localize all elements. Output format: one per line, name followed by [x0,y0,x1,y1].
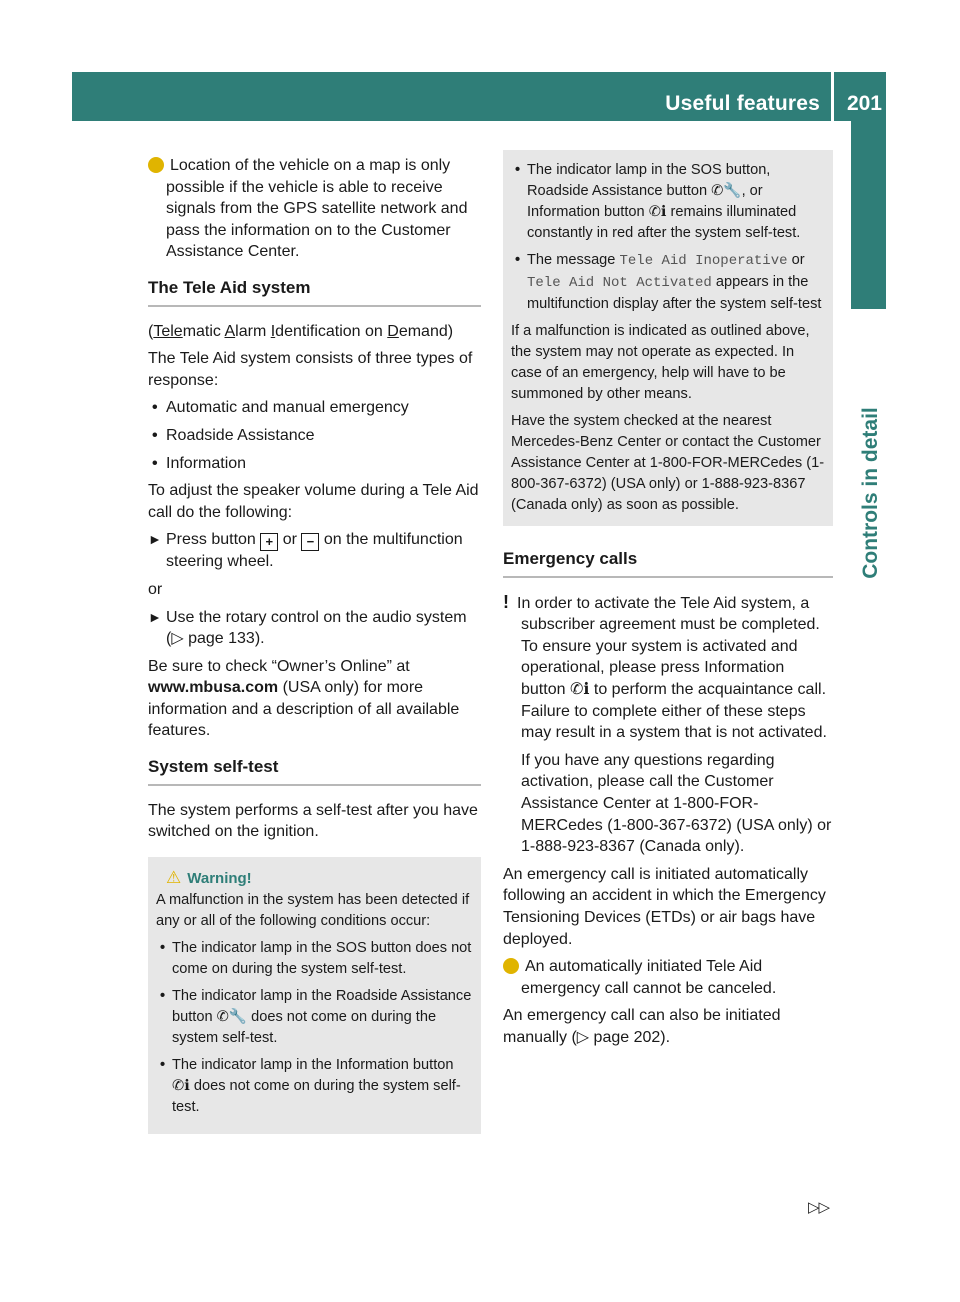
self-test-heading: System self-test [148,756,481,786]
information-button-icon: ✆ℹ [569,680,590,698]
warning-icon: ⚠ [166,867,182,887]
header-divider [831,72,834,121]
information-button-icon: ✆ℹ [648,204,667,220]
side-tab-marker [851,121,886,309]
list-item: • Information [148,453,481,475]
malfunction-text: If a malfunction is indicated as outlined above, the system may not operate as expected. In case of an emergency, help will have to be summoned by other means. [511,323,810,402]
page-number: 201 [846,92,882,115]
next-page-icon: ▷▷ [808,1199,830,1216]
step-arrow-icon: ► [148,608,162,625]
malfunction-box [503,150,833,526]
section-title: Useful features [665,92,820,115]
warning-box [148,857,481,1134]
notice-exclamation-icon: ! [503,591,509,612]
activation-notice: ! In order to activate the Tele Aid system, a subscriber agreement must be completed. To ensure your system is activated and operational, please press Information button ✆ℹ to perform the acquaintance call. Failure to complete either of these steps may result in a system that is not activated. [503,591,827,742]
intro-text: The Tele Aid system consists of three types of response: [148,350,473,389]
warning-title: Warning! [187,869,252,887]
info-icon: i [148,157,164,173]
manual-call-text: An emergency call can also be initiated manually (▷ page 202). [503,1007,781,1046]
information-button-icon: ✆ℹ [172,1077,190,1094]
right-column [500,150,833,1054]
auto-call-text: An emergency call is initiated automatically following an accident in which the Emergency Tensioning Devices (ETDs) or air bags have deployed. [503,865,826,948]
list-item: • The indicator lamp in the SOS button does not come on during the system self-test. [156,938,473,980]
check-text: Be sure to check “Owner’s Online” at www.mbusa.com (USA only) for more information and a description of all available features. [148,657,460,740]
list-item: • The message Tele Aid Inoperative or Tele Aid Not Activated appears in the multifunction display after the system self-test [511,250,825,315]
roadside-button-icon: ✆🔧 [216,1008,248,1025]
roadside-button-icon: ✆🔧 [711,183,742,199]
warning-intro: A malfunction in the system has been detected if any or all of the following conditions occur: [156,891,470,929]
info-note: i Location of the vehicle on a map is only possible if the vehicle is able to receive signals from the GPS satellite network and pass the information on to the Customer Assistance Center. [145,157,468,261]
info-icon: i [503,958,519,974]
step-press-button: ► Press button + or − on the multifunction steering wheel. [148,531,463,571]
side-tab [851,121,886,1231]
list-item: • The indicator lamp in the Roadside Assistance button ✆🔧 does not come on during the system self-test. [156,986,473,1049]
volume-intro: To adjust the speaker volume during a Tele Aid call do the following: [148,482,479,521]
acronym-line: (Telematic Alarm Identification on Demand) [148,322,454,340]
or-text: or [148,580,163,598]
step-rotary: ► Use the rotary control on the audio system (▷ page 133). [148,608,467,648]
list-item: • The indicator lamp in the Information button ✆ℹ does not come on during the system self-test. [156,1055,473,1118]
tele-aid-heading: The Tele Aid system [148,277,481,307]
minus-icon: − [301,533,319,551]
plus-icon: + [260,533,278,551]
check-center-text: Have the system checked at the nearest Mercedes-Benz Center or contact the Customer Assistance Center at 1-800-FOR-MERCedes (1-800-367-6372) (USA only) or 1-888-923-8367 (Canada only) as soon as possible. [511,413,825,513]
display-message: Tele Aid Inoperative [619,253,788,269]
list-item: • Roadside Assistance [148,425,481,447]
display-message: Tele Aid Not Activated [527,275,712,291]
mbusa-link[interactable]: www.mbusa.com [148,679,279,697]
emergency-heading: Emergency calls [503,548,833,578]
list-item: • Automatic and manual emergency [148,397,481,419]
left-column [145,155,481,1134]
side-label: Controls in detail [859,407,882,579]
info-note-cancel: i An automatically initiated Tele Aid emergency call cannot be canceled. [500,958,777,997]
list-item: • The indicator lamp in the SOS button, Roadside Assistance button ✆🔧, or Information button ✆ℹ remains illuminated constantly in red after the system self-test. [511,160,825,244]
self-test-text: The system performs a self-test after you have switched on the ignition. [148,801,478,841]
header-bar [72,72,886,121]
step-arrow-icon: ► [148,531,162,548]
activation-questions: If you have any questions regarding activation, please call the Customer Assistance Center at 1-800-FOR-MERCedes (1-800-367-6372) (USA only) or 1-888-923-8367 (Canada only). [521,751,832,856]
